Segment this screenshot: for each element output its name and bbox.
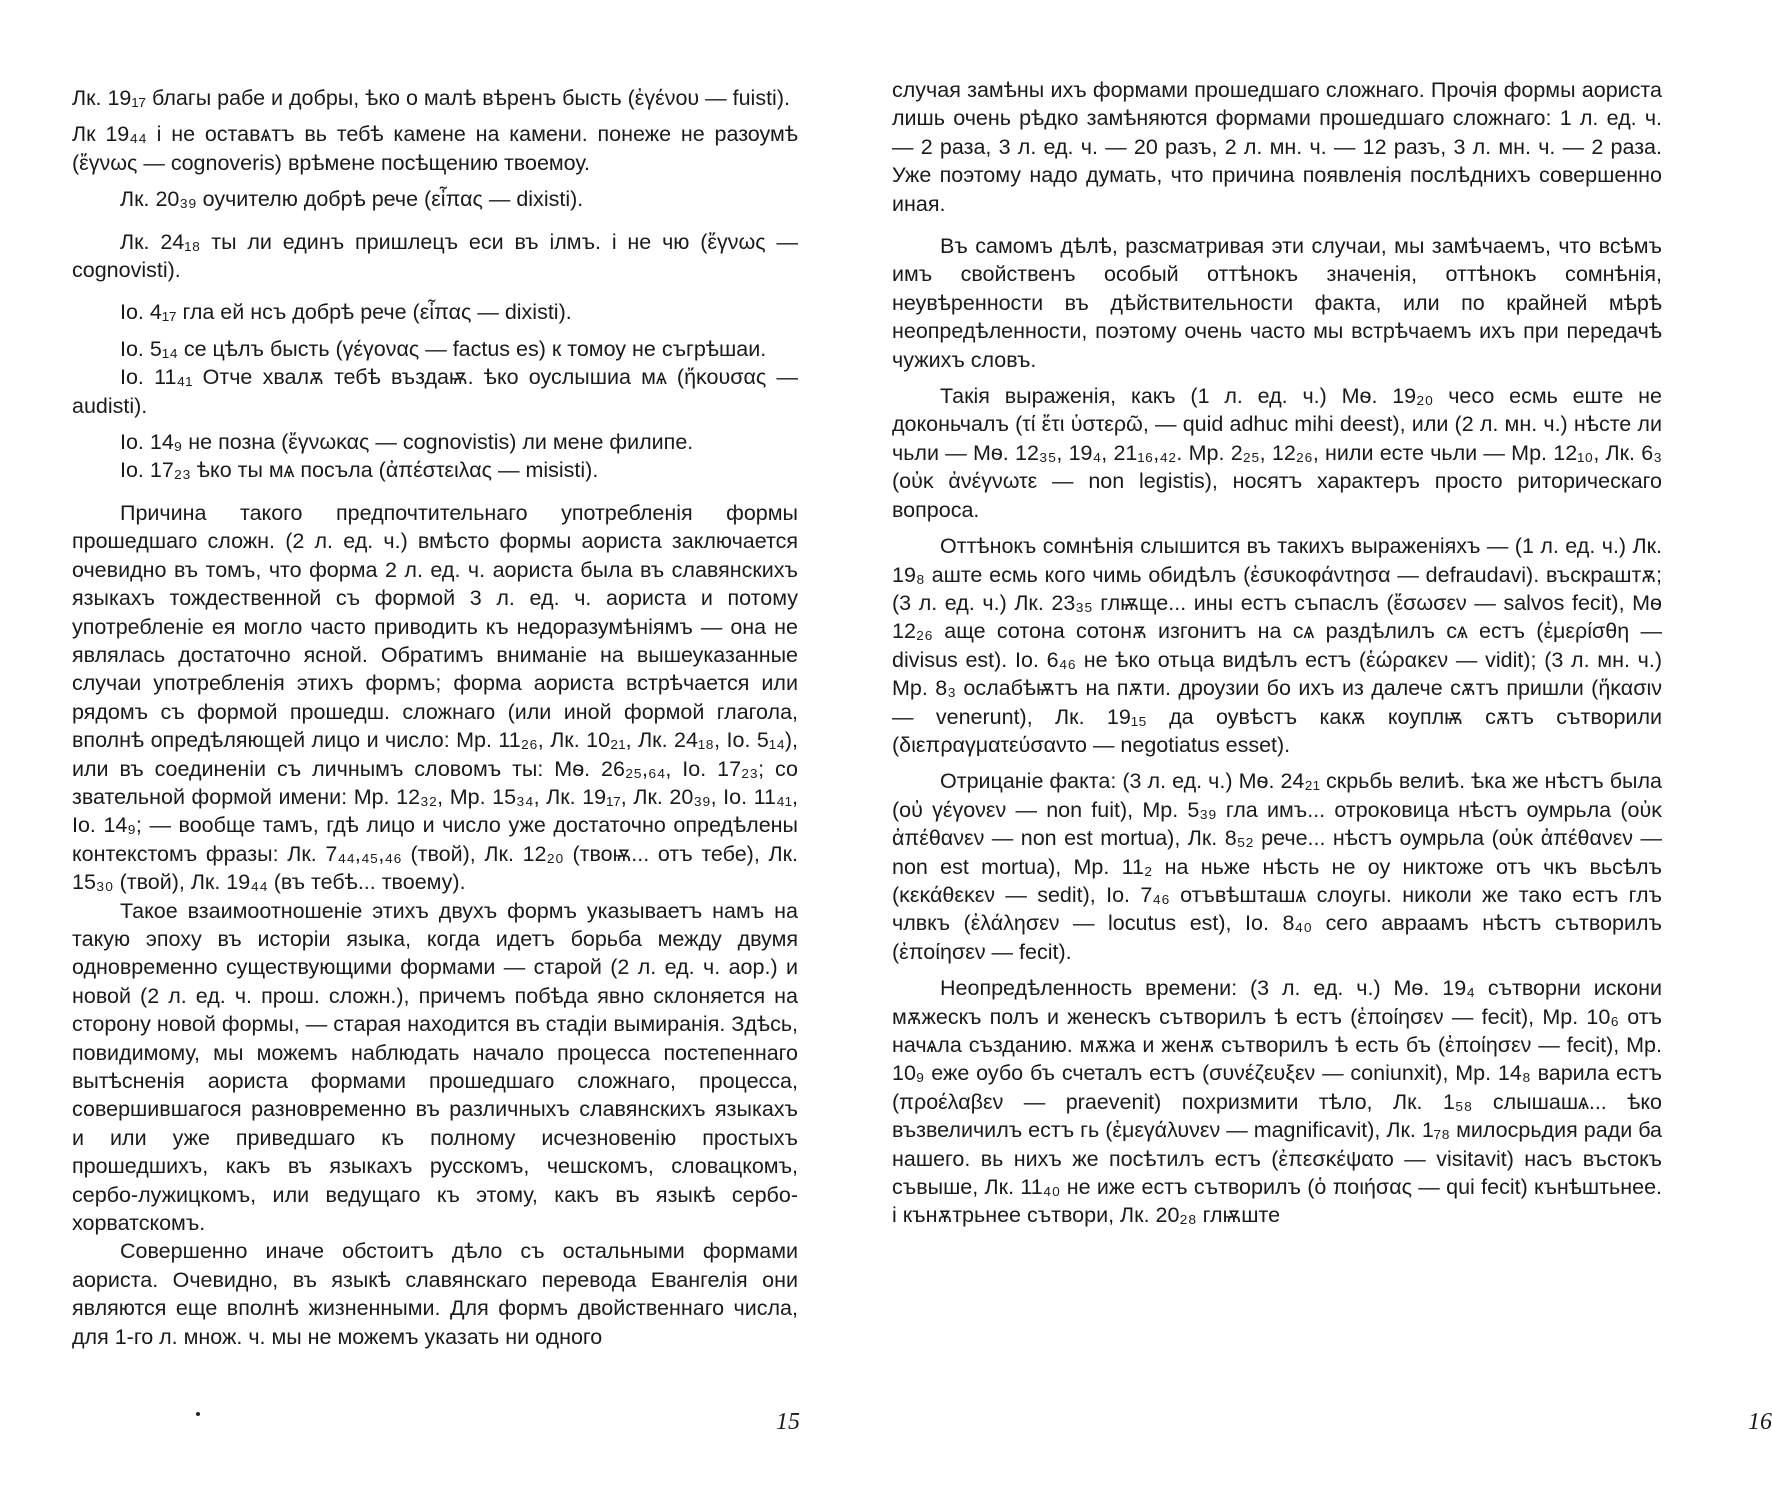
citation-line: Іо. 11₄₁ Отче хвалѫ тебѣ въздаѭ. ѣко оуслышиа мѧ (ἤκουσας — audisti). bbox=[72, 365, 798, 418]
right-page bbox=[860, 0, 1772, 1500]
body-paragraph: Причина такого предпочтительнаго употребленія формы прошедшаго сложн. (2 л. ед. ч.) вмѣсто формы аориста заключается очевидно въ томъ, что форма 2 л. ед. ч. аориста была въ славянскихъ языкахъ тождественной съ формой 3 л. ед. ч. аориста и потому употребленіе ея могло часто приводить къ недоразумѣніямъ — она не являлась достаточно ясной. Обратимъ вниманіе на вышеуказанные случаи употребленія этихъ формъ; форма аориста встрѣчается или рядомъ съ формой прошедш. сложнаго (или иной формой глагола, вполнѣ опредѣляющей лицо и число: Мр. 11₂₆, Лк. 10₂₁, Лк. 24₁₈, Іо. 5₁₄), или въ соединеніи съ личнымъ словомъ ты: Мѳ. 26₂₅,₆₄, Іо. 17₂₃; со звательной формой имени: Мр. 12₃₂, Мр. 15₃₄, Лк. 19₁₇, Лк. 20₃₉, Іо. 11₄₁, Іо. 14₉; — вообще тамъ, гдѣ лицо и число уже достаточно опредѣлены контекстомъ фразы: Лк. 7₄₄,₄₅,₄₆ (твой), Лк. 12₂₀ (твоѭ... отъ тебе), Лк. 15₃₀ (твой), Лк. 19₄₄ (въ тебѣ... твоему). bbox=[72, 500, 798, 895]
citation-line: Лк 19₄₄ і не оставѧтъ вь тебѣ камене на камени. понеже не разоумѣ (ἔγνως — cognoveris) врѣмене посѣщению твоемоу. bbox=[72, 122, 798, 175]
citation-line: Іо. 17₂₃ ѣко ты мѧ посъла (ἀπέστειλας — misisti). bbox=[120, 458, 599, 483]
ink-dot bbox=[196, 1412, 200, 1416]
citation-line: Лк. 24₁₈ ты ли единъ пришлецъ еси въ ілмъ. і не чю (ἔγνως — cognovisti). bbox=[72, 229, 798, 283]
body-paragraph: Такое взаимоотношеніе этихъ двухъ формъ указываетъ намъ на такую эпоху въ исторіи языка, когда идетъ борьба между двумя одновременно существующими формами — старой (2 л. ед. ч. аор.) и новой (2 л. ед. ч. прош. сложн.), причемъ побѣда явно склоняется на сторону новой формы, — старая находится въ стадіи вымиранія. Здѣсь, повидимому, мы можемъ наблюдать начало процесса постепеннаго вытѣсненія аориста формами прошедшаго сложнаго, процесса, совершившагося разновременно въ различныхъ славянскихъ языкахъ и или уже приведшаго къ полному исчезновенію простыхъ прошедшихъ, какъ въ языкахъ русскомъ, чешскомъ, словацкомъ, сербо-лужицкомъ, или ведущаго къ этому, какъ въ языкѣ сербо-хорватскомъ. bbox=[72, 898, 798, 1236]
page-number: 16 bbox=[1748, 1409, 1772, 1435]
body-paragraph: Неопредѣленность времени: (3 л. ед. ч.) Мѳ. 19₄ сътворни искони мѫжескъ полъ и женескъ сътворилъ ѣ естъ (ἐποίησεν — fecit), Мр. 10₆ отъ начѧла създанию. мѫжа и женѫ сътворилъ ѣ есть бъ (ἐποίησεν — fecit), Мр. 10₉ еже оубо бъ счеталъ естъ (συνέζευξεν — coniunxit), Мр. 14₈ варила естъ (προέλαβεν — praevenit) похризмити тѣло, Лк. 1₅₈ слышашѧ... ѣко възвеличилъ естъ гь (ἐμεγάλυνεν — magnificavit), Лк. 1₇₈ милосрьдия ради ба нашего. вь нихъ же посѣтилъ естъ (ἐπεσκέψατο — visitavit) насъ въстокъ съвыше, Лк. 11₄₀ не иже естъ сътворилъ (ὁ ποιήσας — qui fecit) кънѣштьнее. і кънѫтрьнее сътвори, Лк. 20₂₈ глѭште bbox=[892, 976, 1662, 1228]
body-paragraph: Отрицаніе факта: (3 л. ед. ч.) Мѳ. 24₂₁ скрьбь велиѣ. ѣка же нѣстъ была (οὐ γέγονεν — non fuit), Мр. 5₃₉ гла имъ... отроковица нѣстъ оумрьла (οὐκ ἀπέθανεν — non est mortua), Лк. 8₅₂ рече... нѣстъ оумрьла (οὐκ ἀπέθανεν — non est mortua), Мр. 11₂ на ньже нѣсть не оу никтоже отъ чкъ вьсѣлъ (κεκάθεκεν — sedit), Іо. 7₄₆ отъвѣшташѧ слоугы. николи же тако естъ глъ члвкъ (ἐλάλησεν — locutus est), Іо. 8₄₀ сего авраамъ нѣстъ сътворилъ (ἐποίησεν — fecit). bbox=[892, 769, 1662, 964]
body-paragraph: Такія выраженія, какъ (1 л. ед. ч.) Мѳ. 19₂₀ чесо есмь еште не доконьчалъ (τί ἔτι ὑστερῶ, — quid adhuc mihi deest), или (2 л. мн. ч.) нѣсте ли чьли — Мѳ. 12₃₅, 19₄, 21₁₆,₄₂. Мр. 2₂₅, 12₂₆, нили есте чьли — Мр. 12₁₀, Лк. 6₃ (οὐκ ἀνέγνωτε — non legistis), носятъ характеръ просто риторическаго вопроса. bbox=[892, 384, 1662, 522]
body-paragraph: случая замѣны ихъ формами прошедшаго сложнаго. Прочія формы аориста лишь очень рѣдко замѣняются формами прошедшаго сложнаго: 1 л. ед. ч. — 2 раза, 3 л. ед. ч. — 20 разъ, 2 л. мн. ч. — 12 разъ, 3 л. мн. ч. — 2 раза. Уже поэтому надо думать, что причина появленія послѣднихъ совершенно иная. bbox=[892, 78, 1662, 216]
body-paragraph: Въ самомъ дѣлѣ, разсматривая эти случаи, мы замѣчаемъ, что всѣмъ имъ свойственъ особый оттѣнокъ значенія, оттѣнокъ сомнѣнія, неувѣренности въ дѣйствительности факта, или по крайней мѣрѣ неопредѣленности, поэтому очень часто мы встрѣчаемъ ихъ при передачѣ чужихъ словъ. bbox=[892, 234, 1662, 372]
body-paragraph: Совершенно иначе обстоитъ дѣло съ остальными формами аориста. Очевидно, въ языкѣ славянскаго перевода Евангелія они являются еще вполнѣ жизненными. Для формъ двойственнаго числа, для 1-го л. множ. ч. мы не можемъ указать ни одного bbox=[72, 1239, 798, 1349]
page-number: 15 bbox=[776, 1409, 800, 1435]
citation-line: Іо. 5₁₄ се цѣлъ бысть (γέγονας — factus es) к томоу не съгрѣшаи. bbox=[120, 336, 767, 361]
citation-line: Лк. 19₁₇ благы рабе и добры, ѣко о малѣ вѣренъ бысть (ἐγένου — fuisti). bbox=[72, 86, 790, 110]
left-page bbox=[0, 0, 836, 1500]
citation-line: Лк. 20₃₉ оучителю добрѣ рече (εἶπας — dixisti). bbox=[120, 187, 584, 212]
citation-line: Іо. 14₉ не позна (ἔγνωκας — cognovistis) ли мене филипе. bbox=[120, 430, 694, 455]
body-paragraph: Оттѣнокъ сомнѣнія слышится въ такихъ выраженіяхъ — (1 л. ед. ч.) Лк. 19₈ аште есмь кого чимь обидѣлъ (ἐσυκοφάντησα — defraudavi). въскраштѫ; (3 л. ед. ч.) Лк. 23₃₅ глѭще... ины естъ съпаслъ (ἔσωσεν — salvos fecit), Мѳ 12₂₆ аще сотона сотонѫ изгонитъ на сѧ раздѣлилъ сѧ естъ (ἐμερίσθη — divisus est). Іо. 6₄₆ не ѣко отьца видѣлъ естъ (ἑώρακεν — vidit); (3 л. мн. ч.) Мр. 8₃ ослабѣѭтъ на пѫти. дроузии бо ихъ из далече сѫтъ пришли (ἥκασιν — venerunt), Лк. 19₁₅ да оувѣстъ какѫ коуплѭ сѫтъ сътворили (διεπραγματεύσαντο — negotiatus esset). bbox=[892, 534, 1662, 757]
citation-line: Іо. 4₁₇ гла ей нсъ добрѣ рече (εἶπας — dixisti). bbox=[120, 300, 572, 325]
